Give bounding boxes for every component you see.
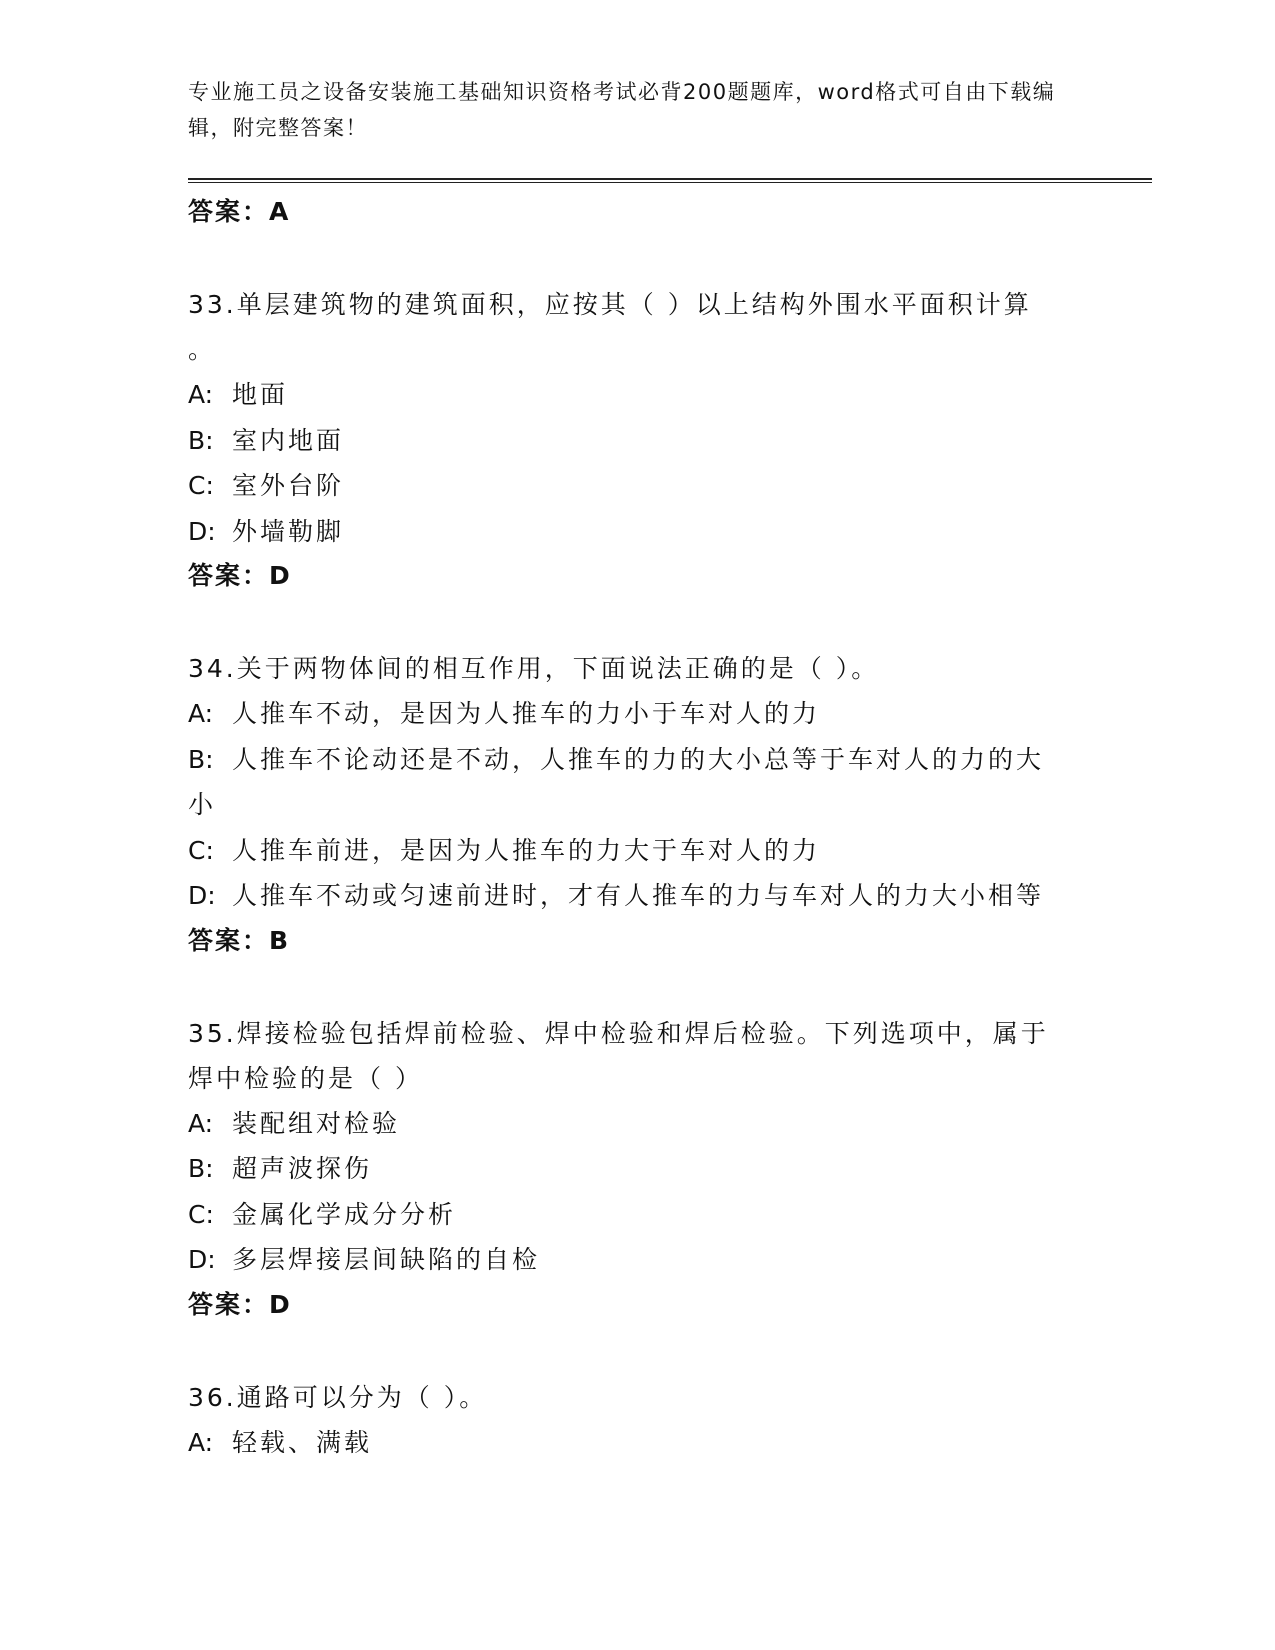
option-letter: D:	[188, 516, 216, 546]
option-c	[188, 1192, 1078, 1238]
option-c	[188, 463, 1078, 509]
option-letter: B:	[188, 1154, 214, 1183]
option-letter: B:	[188, 744, 214, 774]
question-stem: 33.单层建筑物的建筑面积，应按其（ ）以上结构外围水平面积计算	[188, 290, 1032, 319]
answer-value: B	[269, 925, 291, 955]
option-a	[188, 372, 1078, 418]
option-letter: D:	[188, 881, 216, 910]
option-letter: C:	[188, 471, 214, 500]
option-letter: D:	[188, 1245, 216, 1274]
answer-label: 答案：	[188, 197, 270, 226]
option-a	[188, 1101, 1078, 1147]
question-stem: 35.焊接检验包括焊前检验、焊中检验和焊后检验。下列选项中，属于	[188, 1018, 1049, 1048]
option-d	[188, 1237, 1078, 1283]
option-b-continued: 小	[188, 790, 217, 819]
option-text: 人推车不论动还是不动，人推车的力的大小总等于车对人的力的大	[232, 744, 1045, 774]
question-block	[188, 1375, 1078, 1466]
answer-label: 答案：	[188, 561, 270, 590]
option-text: 人推车前进，是因为人推车的力大于车对人的力	[232, 835, 821, 865]
option-letter: B:	[188, 425, 214, 455]
option-b	[188, 1146, 1078, 1192]
answer-value: D	[269, 561, 292, 590]
option-text: 多层焊接层间缺陷的自检	[232, 1245, 541, 1274]
option-text: 金属化学成分分析	[232, 1199, 457, 1229]
option-text: 地面	[232, 380, 289, 409]
question-number: 33.	[188, 290, 237, 319]
option-letter: C:	[188, 835, 214, 865]
answer-label: 答案：	[188, 1289, 270, 1319]
question-content	[188, 190, 1078, 1465]
answer-label: 答案：	[188, 925, 270, 955]
question-stem-continued: 。	[188, 335, 217, 364]
question-block	[188, 282, 1078, 598]
question-block	[188, 1011, 1078, 1327]
option-letter: A:	[188, 380, 214, 409]
option-a	[188, 1420, 1078, 1466]
question-stem: 34.关于两物体间的相互作用，下面说法正确的是（ ）。	[188, 654, 880, 683]
option-letter: A:	[188, 699, 214, 728]
question-stem: 36.通路可以分为（ ）。	[188, 1382, 488, 1412]
answer-value: D	[269, 1289, 292, 1319]
option-c	[188, 828, 1078, 874]
option-letter: A:	[188, 1108, 214, 1138]
document-header-title: 专业施工员之设备安装施工基础知识资格考试必背200题题库，word格式可自由下载编辑，附完整答案！	[188, 80, 1056, 140]
option-letter: A:	[188, 1427, 214, 1457]
question-stem-continued: 焊中检验的是（ ）	[188, 1063, 423, 1093]
option-d	[188, 509, 1078, 555]
question-number: 35.	[188, 1018, 237, 1048]
answer-value: A	[269, 197, 291, 226]
question-block	[188, 646, 1078, 963]
option-text: 超声波探伤	[232, 1154, 373, 1183]
option-b	[188, 737, 1078, 783]
answer-line	[188, 1283, 1078, 1327]
header-divider	[188, 178, 1152, 183]
option-text: 室外台阶	[232, 471, 345, 500]
option-letter: C:	[188, 1199, 214, 1229]
option-b	[188, 418, 1078, 464]
option-d	[188, 873, 1078, 919]
option-text: 装配组对检验	[232, 1108, 401, 1138]
option-text: 室内地面	[232, 425, 345, 455]
option-a	[188, 691, 1078, 737]
question-number: 36.	[188, 1382, 237, 1412]
answer-line	[188, 190, 1078, 234]
option-text: 外墙勒脚	[232, 516, 345, 546]
option-text: 人推车不动，是因为人推车的力小于车对人的力	[232, 699, 821, 728]
answer-line	[188, 919, 1078, 963]
question-number: 34.	[188, 654, 237, 683]
option-text: 轻载、满载	[232, 1427, 373, 1457]
option-text: 人推车不动或匀速前进时，才有人推车的力与车对人的力大小相等	[232, 881, 1045, 910]
answer-line	[188, 554, 1078, 598]
